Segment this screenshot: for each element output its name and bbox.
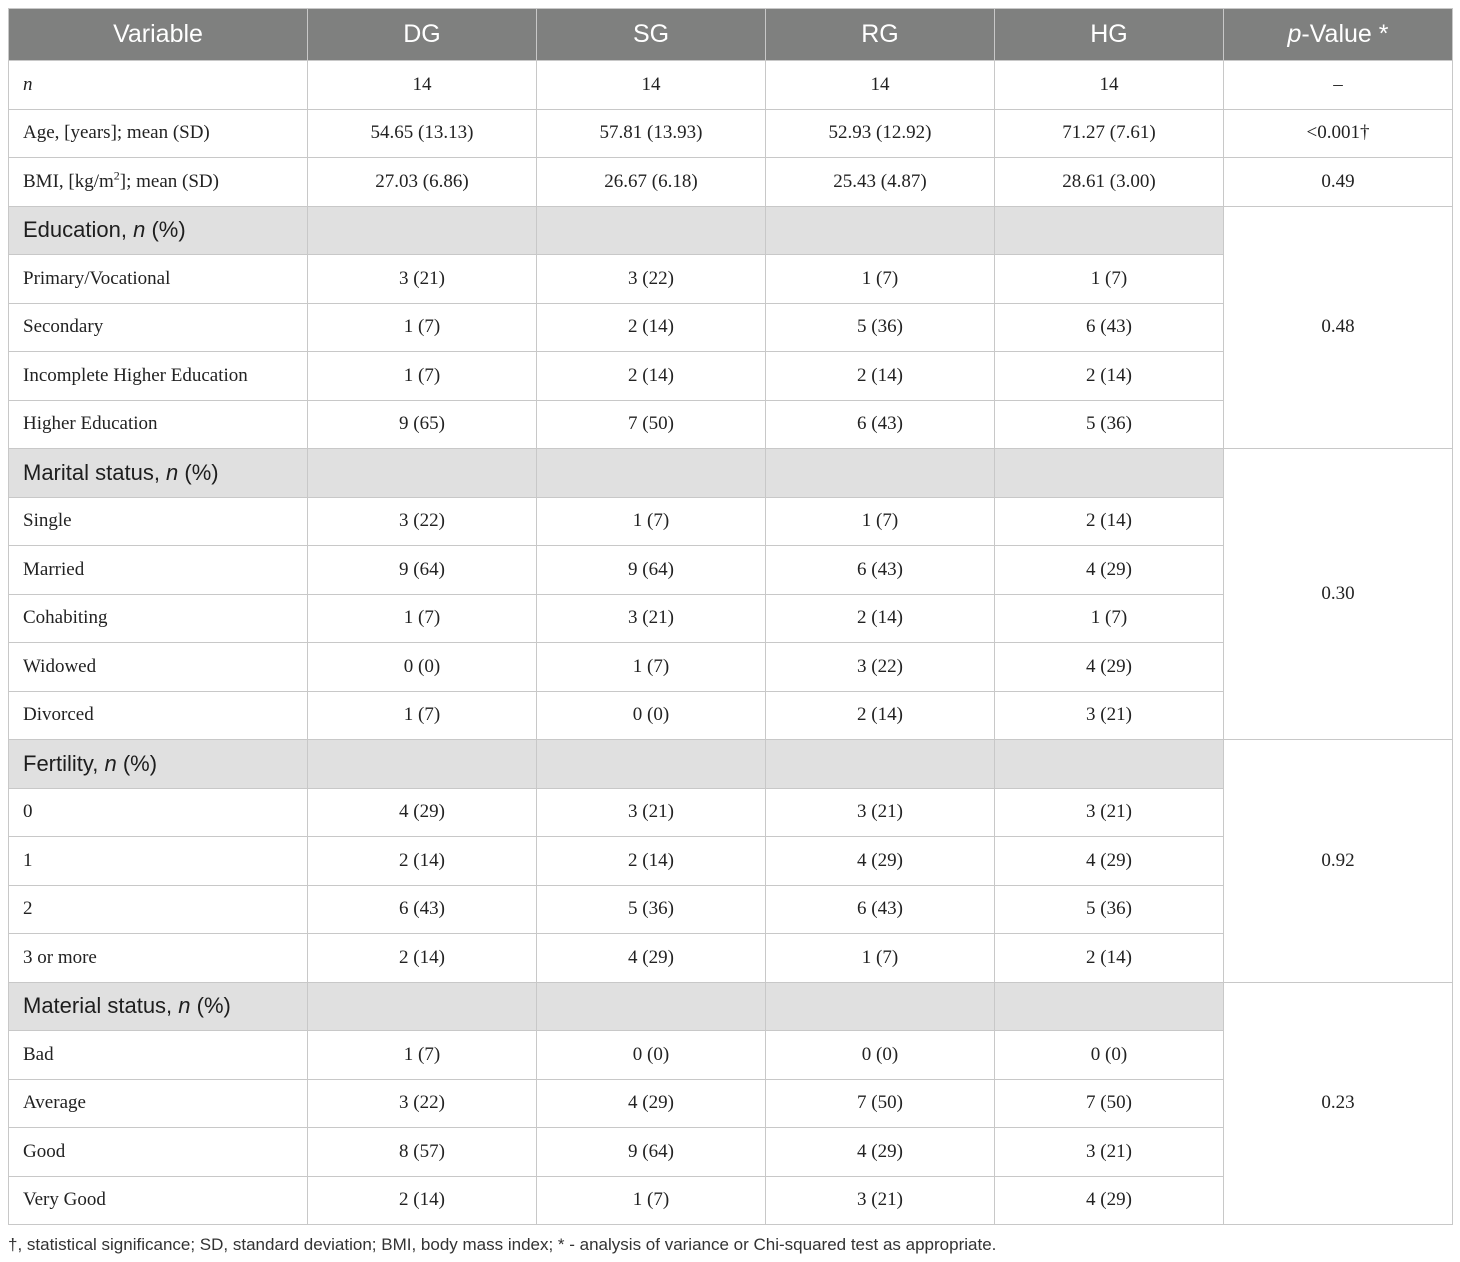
cell-rg: 7 (50) [766, 1079, 995, 1128]
section-row-education [9, 206, 1453, 255]
row-label-post: ]; mean (SD) [119, 170, 219, 192]
cell-hg: 4 (29) [995, 643, 1224, 692]
cell-sg: 1 (7) [537, 643, 766, 692]
section-row-fertility [9, 740, 1453, 789]
section-pvalue: 0.48 [1224, 206, 1453, 449]
cell-hg: 4 (29) [995, 546, 1224, 595]
cell-rg: 1 (7) [766, 934, 995, 983]
cell-rg: 4 (29) [766, 837, 995, 886]
cell-sg: 26.67 (6.18) [537, 158, 766, 207]
header-group-dg: DG [308, 9, 537, 61]
row-label: Divorced [9, 691, 308, 740]
row-label: Good [9, 1128, 308, 1177]
cell-hg: 3 (21) [995, 691, 1224, 740]
row-label-sup: 2 [113, 168, 120, 183]
section-pvalue: 0.23 [1224, 982, 1453, 1225]
row-label: 3 or more [9, 934, 308, 983]
header-pvalue [1224, 9, 1453, 61]
table-row [9, 158, 1453, 207]
cell-sg: 4 (29) [537, 1079, 766, 1128]
header-group-sg: SG [537, 9, 766, 61]
cell-rg: 3 (22) [766, 643, 995, 692]
cell-sg: 1 (7) [537, 497, 766, 546]
cell-sg: 3 (22) [537, 255, 766, 304]
section-blank [995, 982, 1224, 1031]
cell-sg: 2 (14) [537, 837, 766, 886]
header-pvalue-rest: -Value * [1301, 20, 1389, 48]
cell-pvalue: – [1224, 61, 1453, 110]
cell-rg: 52.93 (12.92) [766, 109, 995, 158]
cell-sg: 14 [537, 61, 766, 110]
section-blank [537, 982, 766, 1031]
cell-dg: 3 (22) [308, 1079, 537, 1128]
cell-dg: 8 (57) [308, 1128, 537, 1177]
cell-hg: 4 (29) [995, 837, 1224, 886]
cell-dg: 4 (29) [308, 788, 537, 837]
cell-dg: 0 (0) [308, 643, 537, 692]
section-blank [766, 982, 995, 1031]
section-pvalue: 0.30 [1224, 449, 1453, 740]
cell-hg: 0 (0) [995, 1031, 1224, 1080]
cell-dg: 27.03 (6.86) [308, 158, 537, 207]
cell-dg: 54.65 (13.13) [308, 109, 537, 158]
section-blank [766, 740, 995, 789]
cell-sg: 4 (29) [537, 934, 766, 983]
cell-hg: 3 (21) [995, 788, 1224, 837]
cell-hg: 7 (50) [995, 1079, 1224, 1128]
section-blank [537, 449, 766, 498]
cell-rg: 4 (29) [766, 1128, 995, 1177]
cell-sg: 1 (7) [537, 1176, 766, 1225]
header-group-hg: HG [995, 9, 1224, 61]
cell-hg: 2 (14) [995, 934, 1224, 983]
section-row-material-status [9, 982, 1453, 1031]
section-blank [308, 740, 537, 789]
cell-rg: 25.43 (4.87) [766, 158, 995, 207]
cell-dg: 1 (7) [308, 594, 537, 643]
cell-hg: 3 (21) [995, 1128, 1224, 1177]
cell-pvalue: <0.001† [1224, 109, 1453, 158]
cell-sg: 0 (0) [537, 691, 766, 740]
cell-dg: 2 (14) [308, 837, 537, 886]
cell-dg: 9 (65) [308, 400, 537, 449]
cell-hg: 1 (7) [995, 255, 1224, 304]
table-row [9, 61, 1453, 110]
header-group-rg: RG [766, 9, 995, 61]
cell-dg: 2 (14) [308, 1176, 537, 1225]
table-footnote: †, statistical significance; SD, standard deviation; BMI, body mass index; * - analysis of variance or Chi-squared test as appropriate. [8, 1235, 997, 1254]
cell-sg: 3 (21) [537, 788, 766, 837]
cell-hg: 28.61 (3.00) [995, 158, 1224, 207]
cell-rg: 1 (7) [766, 255, 995, 304]
cell-rg: 0 (0) [766, 1031, 995, 1080]
cell-hg: 14 [995, 61, 1224, 110]
cell-dg: 1 (7) [308, 1031, 537, 1080]
cell-sg: 0 (0) [537, 1031, 766, 1080]
row-label: Married [9, 546, 308, 595]
section-blank [537, 740, 766, 789]
section-title: Marital status, n (%) [9, 449, 308, 498]
cell-sg: 2 (14) [537, 303, 766, 352]
cell-sg: 9 (64) [537, 546, 766, 595]
row-label: Average [9, 1079, 308, 1128]
cell-sg: 9 (64) [537, 1128, 766, 1177]
table-row [9, 109, 1453, 158]
cell-rg: 3 (21) [766, 1176, 995, 1225]
row-label: Secondary [9, 303, 308, 352]
section-blank [995, 740, 1224, 789]
cell-sg: 7 (50) [537, 400, 766, 449]
cell-dg: 9 (64) [308, 546, 537, 595]
cell-sg: 3 (21) [537, 594, 766, 643]
section-blank [995, 449, 1224, 498]
cell-sg: 2 (14) [537, 352, 766, 401]
cell-dg: 14 [308, 61, 537, 110]
row-label: Bad [9, 1031, 308, 1080]
cell-dg: 1 (7) [308, 691, 537, 740]
row-label-pre: BMI, [kg/m [23, 170, 114, 192]
cell-rg: 6 (43) [766, 885, 995, 934]
cell-dg: 3 (22) [308, 497, 537, 546]
header-row [9, 9, 1453, 61]
cell-pvalue: 0.49 [1224, 158, 1453, 207]
cell-hg: 2 (14) [995, 497, 1224, 546]
table-header [9, 9, 1453, 61]
section-blank [308, 982, 537, 1031]
row-label: Cohabiting [9, 594, 308, 643]
cell-rg: 2 (14) [766, 594, 995, 643]
section-blank [766, 206, 995, 255]
row-label [9, 158, 308, 207]
header-variable: Variable [9, 9, 308, 61]
row-label: 2 [9, 885, 308, 934]
table-body [9, 61, 1453, 1225]
characteristics-table [8, 8, 1453, 1225]
cell-dg: 1 (7) [308, 303, 537, 352]
cell-rg: 6 (43) [766, 400, 995, 449]
row-label: 0 [9, 788, 308, 837]
row-label: Higher Education [9, 400, 308, 449]
section-blank [537, 206, 766, 255]
section-title: Fertility, n (%) [9, 740, 308, 789]
cell-dg: 1 (7) [308, 352, 537, 401]
section-blank [308, 206, 537, 255]
section-title: Material status, n (%) [9, 982, 308, 1031]
cell-rg: 14 [766, 61, 995, 110]
cell-dg: 6 (43) [308, 885, 537, 934]
cell-rg: 3 (21) [766, 788, 995, 837]
cell-rg: 6 (43) [766, 546, 995, 595]
section-row-marital-status [9, 449, 1453, 498]
section-blank [766, 449, 995, 498]
cell-hg: 71.27 (7.61) [995, 109, 1224, 158]
row-label: Single [9, 497, 308, 546]
row-label: Primary/Vocational [9, 255, 308, 304]
cell-rg: 2 (14) [766, 691, 995, 740]
cell-dg: 2 (14) [308, 934, 537, 983]
row-label: Incomplete Higher Education [9, 352, 308, 401]
cell-rg: 5 (36) [766, 303, 995, 352]
header-pvalue-italic: p [1287, 20, 1302, 48]
cell-rg: 2 (14) [766, 352, 995, 401]
cell-sg: 5 (36) [537, 885, 766, 934]
section-pvalue: 0.92 [1224, 740, 1453, 983]
cell-hg: 6 (43) [995, 303, 1224, 352]
row-label: n [9, 61, 308, 110]
section-title: Education, n (%) [9, 206, 308, 255]
cell-hg: 1 (7) [995, 594, 1224, 643]
cell-hg: 4 (29) [995, 1176, 1224, 1225]
row-label: 1 [9, 837, 308, 886]
row-label: Very Good [9, 1176, 308, 1225]
cell-hg: 5 (36) [995, 885, 1224, 934]
cell-dg: 3 (21) [308, 255, 537, 304]
cell-rg: 1 (7) [766, 497, 995, 546]
section-blank [308, 449, 537, 498]
section-blank [995, 206, 1224, 255]
cell-hg: 2 (14) [995, 352, 1224, 401]
cell-hg: 5 (36) [995, 400, 1224, 449]
row-label: Widowed [9, 643, 308, 692]
cell-sg: 57.81 (13.93) [537, 109, 766, 158]
row-label: Age, [years]; mean (SD) [9, 109, 308, 158]
